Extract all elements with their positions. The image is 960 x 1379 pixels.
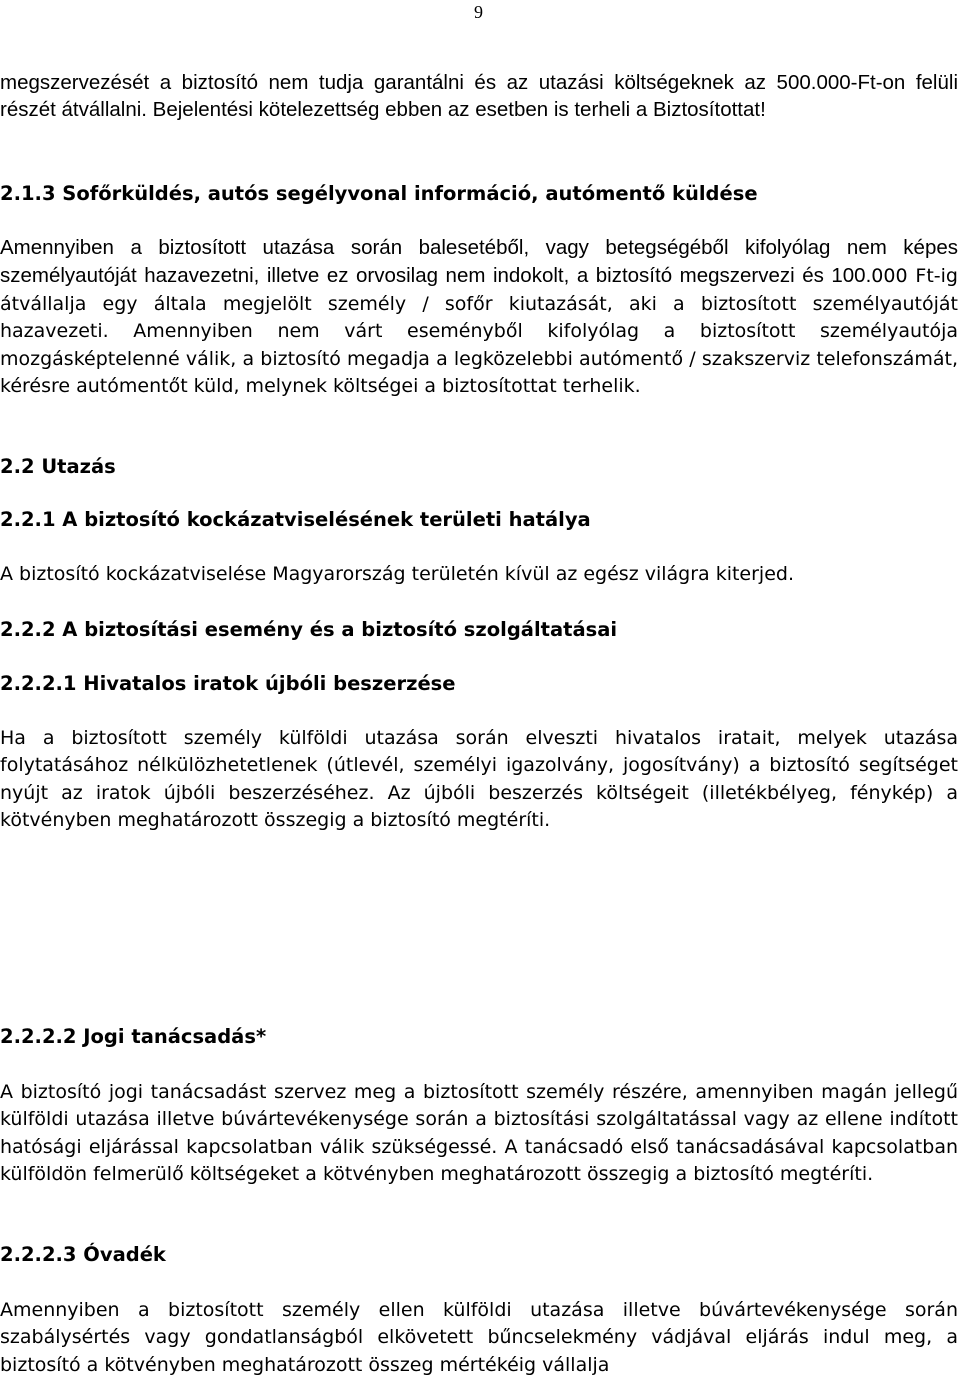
section-heading-2-2: 2.2 Utazás — [0, 455, 116, 478]
section-2-2-2-1-paragraph: Ha a biztosított személy külföldi utazása során elveszti hivatalos iratait, melyek utazása folytatásához nélkülözhetetlenek (útlevél, személyi igazolvány, jogosítvány) a biztosító segítséget nyújt az iratok újbóli beszerzéséhez. Az újbóli beszerzés költségeit (illetékbélyeg, fénykép) a kötvényben meghatározott összegig a biztosító megtéríti. — [0, 727, 958, 832]
section-heading-2-2-2-1: 2.2.2.1 Hivatalos iratok újbóli beszerzése — [0, 672, 456, 695]
section-heading-2-1-3: 2.1.3 Sofőrküldés, autós segélyvonal információ, autómentő küldése — [0, 182, 758, 205]
section-heading-2-2-2: 2.2.2 A biztosítási esemény és a biztosító szolgáltatásai — [0, 618, 618, 641]
section-2-2-2-3-paragraph: Amennyiben a biztosított személy ellen külföldi utazása illetve búvártevékenysége során szabálysértés vagy gondatlanságból elkövetett bűncselekmény vádjával eljárás indul meg, a biztosító a kötvényben meghatározott összeg mértékéig vállalja — [0, 1299, 958, 1376]
section-2-1-3-paragraph-part-2: 000 Ft-ig átvállalja egy általa megjelölt személy / sofőr kiutazását, aki a biztosított személyautóját hazavezeti. Amennyiben nem várt eseményből kifolyólag a biztosított személyautója mozgásképtelenné válik, a biztosító megadja a legközelebbi autómentő / szakszerviz telefonszámát, kérésre autómentőt küld, melynek költségei a biztosítottat terhelik. — [0, 265, 958, 398]
section-2-2-2-2-paragraph: A biztosító jogi tanácsadást szervez meg a biztosított személy részére, amennyiben magán jellegű külföldi utazása illetve búvártevékenysége során a biztosítási szolgáltatással vagy az ellene indított hatósági eljárással kapcsolatban válik szükségessé. A tanácsadó első tanácsadásával kapcsolatban külföldön felmerülő költségeket a kötvényben meghatározott összegig a biztosító megtéríti. — [0, 1081, 958, 1186]
section-2-1-3-paragraph — [0, 234, 958, 400]
section-2-1-3-paragraph-part-1: Amennyiben a biztosított utazása során balesetéből, vagy betegségéből kifolyólag nem képes személyautóját hazavezetni, illetve ez orvosilag nem indokolt, a biztosító megszervezi és 100. — [0, 236, 958, 288]
section-heading-2-2-2-3: 2.2.2.3 Óvadék — [0, 1243, 166, 1266]
section-heading-2-2-1: 2.2.1 A biztosító kockázatviselésének területi hatálya — [0, 508, 591, 531]
section-2-2-1-paragraph: A biztosító kockázatviselése Magyarország területén kívül az egész világra kiterjed. — [0, 563, 795, 585]
section-heading-2-2-2-2: 2.2.2.2 Jogi tanácsadás* — [0, 1025, 267, 1048]
page-number: 9 — [474, 2, 483, 22]
intro-paragraph: megszervezését a biztosító nem tudja garantálni és az utazási költségeknek az 500.000-Ft-on felüli részét átvállalni. Bejelentési kötelezettség ebben az esetben is terheli a Biztosítottat! — [0, 71, 958, 121]
